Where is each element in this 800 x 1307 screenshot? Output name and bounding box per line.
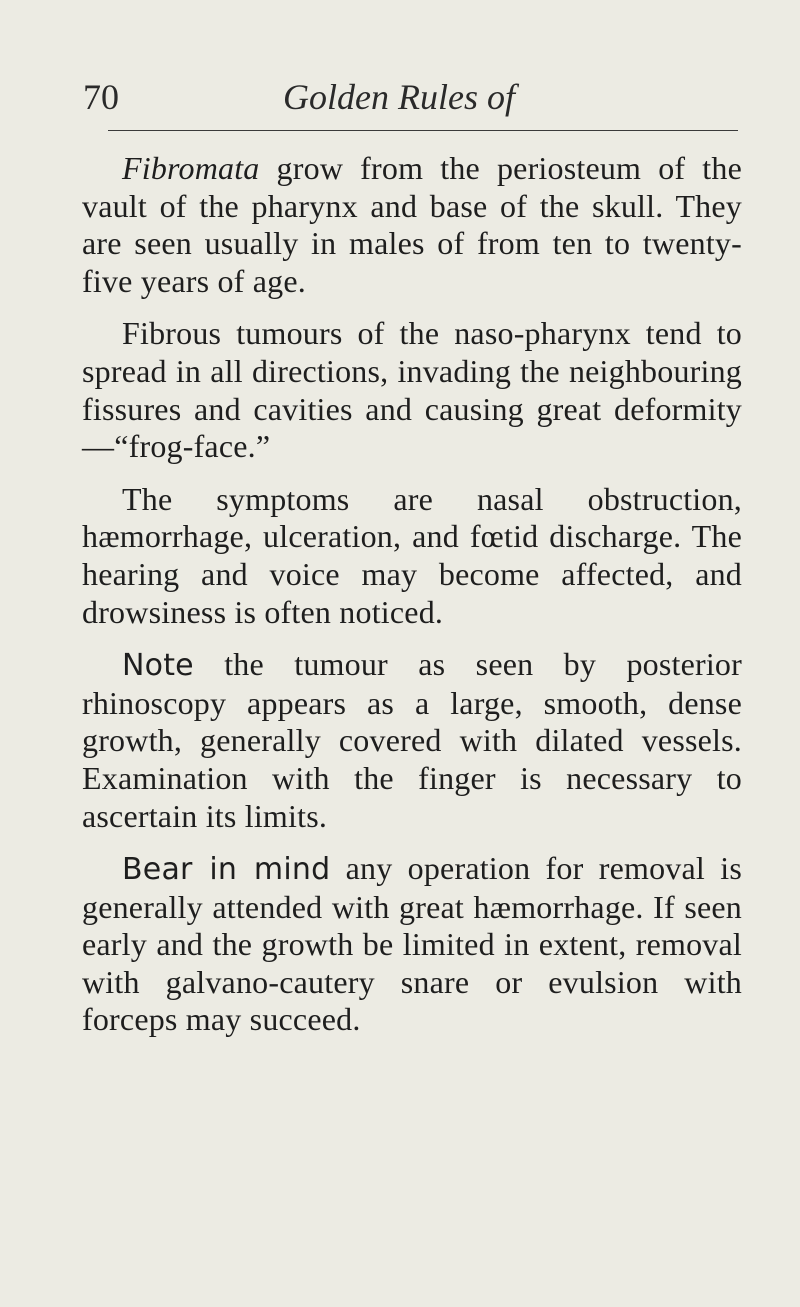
paragraph-symptoms bbox=[82, 481, 742, 631]
paragraph-lead: Fibromata bbox=[122, 150, 260, 186]
paragraph-text: the tumour as seen by posterior rhinoscopy appears as a large, smooth, dense growth, generally covered with dilated vessels. Examination with the finger is necessary to ascertain its limits. bbox=[82, 646, 742, 834]
paragraph-note bbox=[82, 646, 742, 835]
paragraph-bear-in-mind bbox=[82, 850, 742, 1039]
paragraph-fibromata bbox=[82, 150, 742, 300]
page-header bbox=[83, 72, 743, 122]
paragraph-text: grow from the periosteum of the vault of the pharynx and base of the skull. They are seen usually in males of from ten to twenty-five years of age. bbox=[82, 150, 742, 299]
running-head: Golden Rules of bbox=[283, 77, 515, 117]
header-rule bbox=[108, 130, 738, 131]
paragraph-lead: Bear in mind bbox=[122, 852, 331, 888]
paragraph-text: Fibrous tumours of the naso-pharynx tend to spread in all directions, invading the neighbouring fissures and cavities and causing great deformity—“frog-face.” bbox=[82, 315, 742, 465]
page-number: 70 bbox=[83, 77, 119, 117]
paragraph-fibrous-tumours bbox=[82, 315, 742, 465]
body-text bbox=[82, 150, 742, 1054]
paragraph-lead: Note bbox=[122, 648, 194, 684]
paragraph-text: any operation for removal is generally attended with great hæmorrhage. If seen early and the growth be limited in extent, removal with galvano-cautery snare or evulsion with forceps may succeed. bbox=[82, 850, 742, 1038]
paragraph-text: The symptoms are nasal obstruction, hæmorrhage, ulceration, and fœtid discharge. The hearing and voice may become affected, and drowsiness is often noticed. bbox=[82, 480, 742, 630]
